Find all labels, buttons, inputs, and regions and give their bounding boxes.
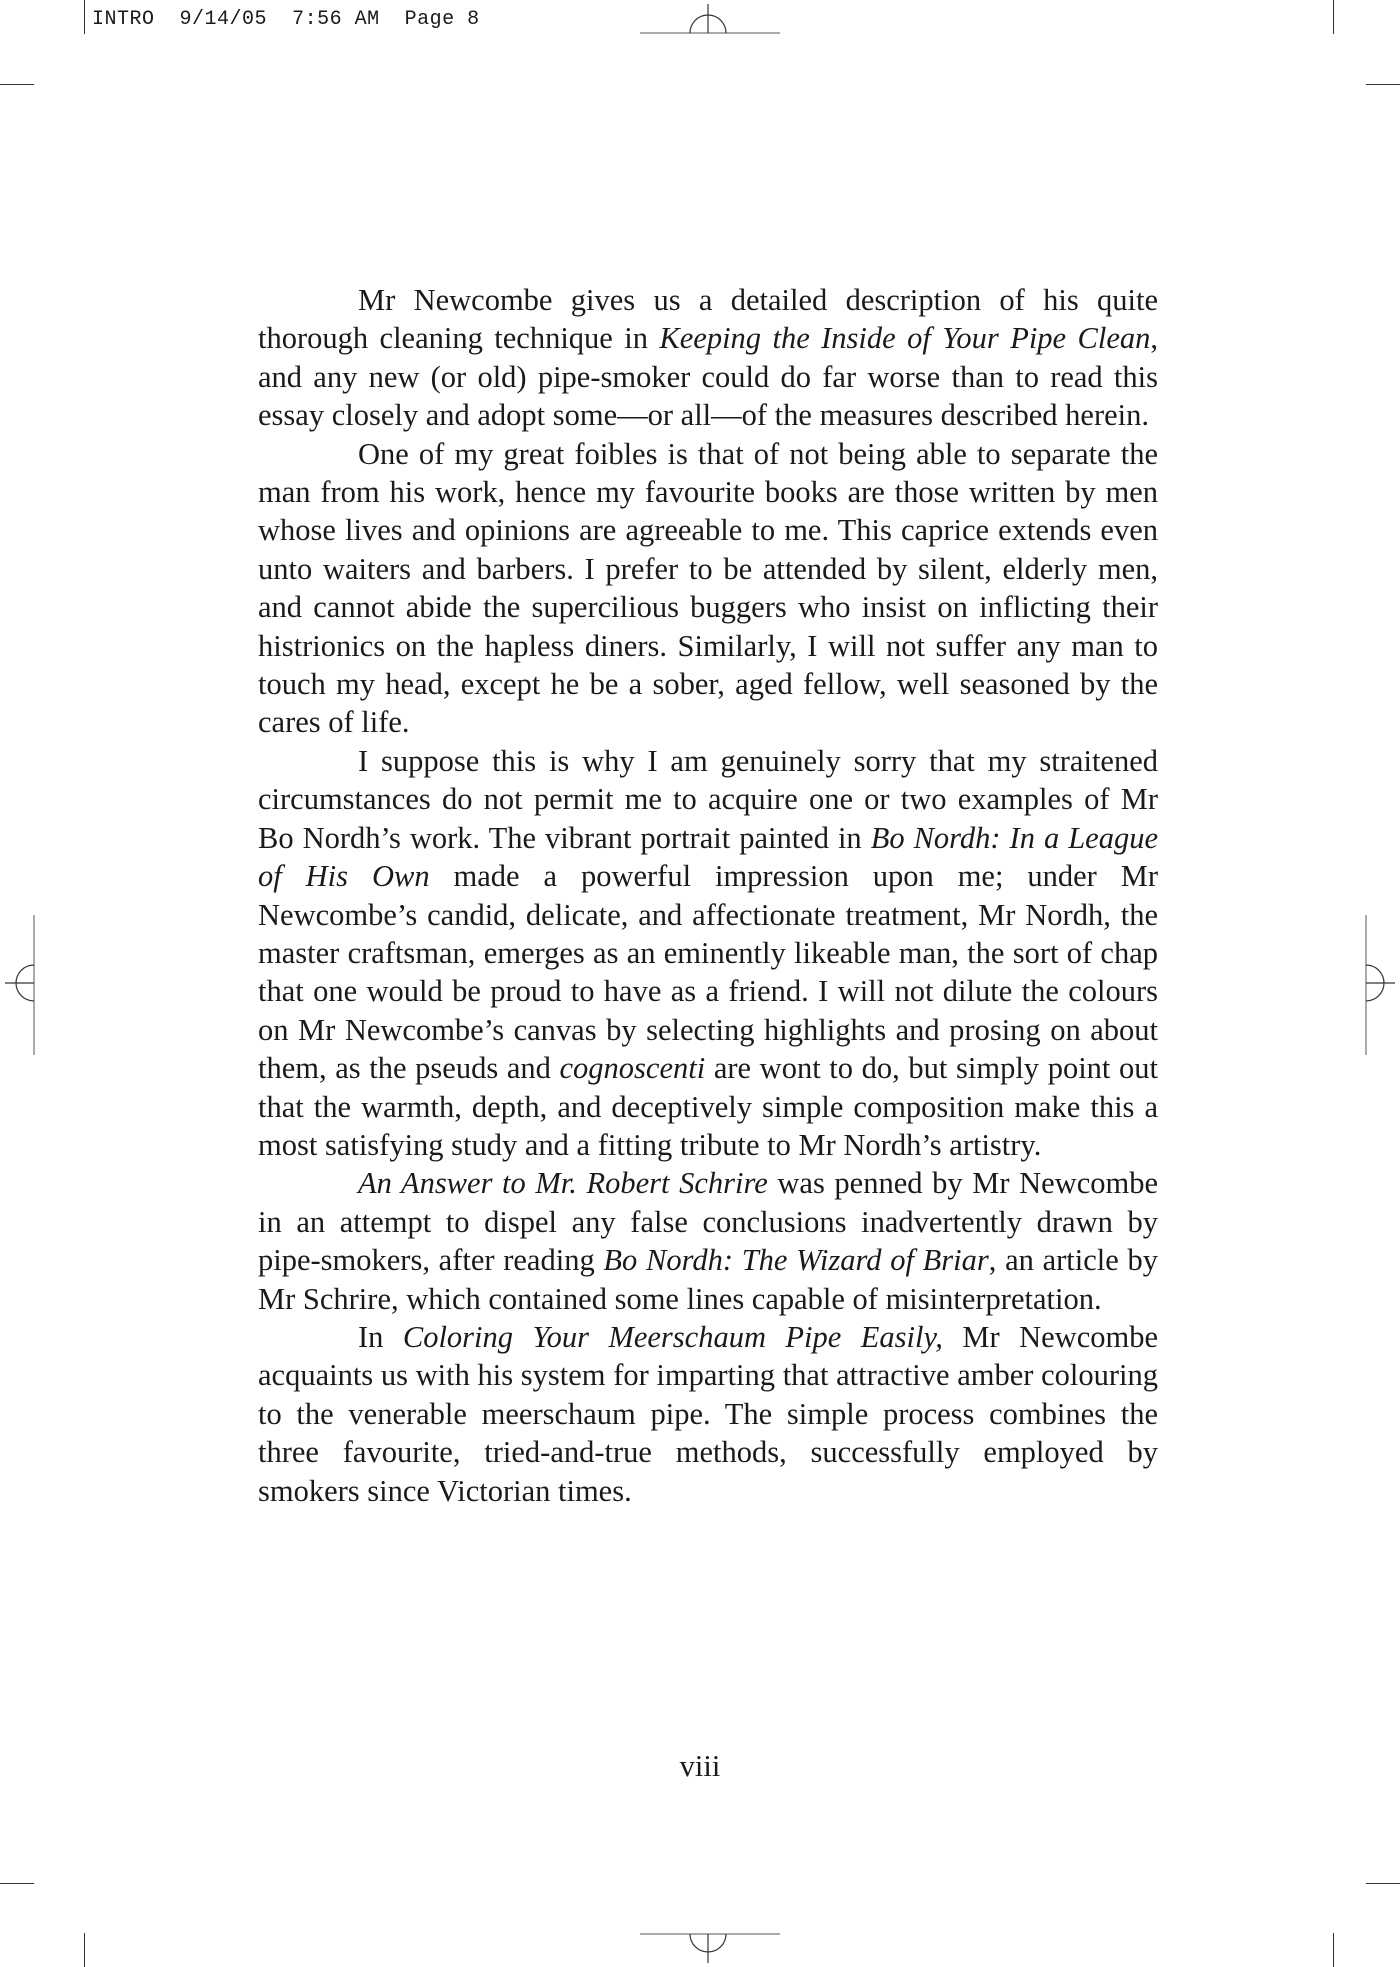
paragraph-3-essay-title: Bo Nordh: In a League of His Own xyxy=(258,820,1158,894)
paragraph-4-essay-title: An Answer to Mr. Robert Schrire xyxy=(358,1166,768,1201)
paragraph-1-text-b: , and any new (or old) pipe-smoker could do far worse than to read this essay closely and adopt some—or all—of the measures described herein. xyxy=(258,321,1158,433)
crop-mark-top-right-horizontal xyxy=(1366,84,1400,85)
paragraph-4-text-b: , an article by Mr Schrire, which contained some lines capable of misinterpretation. xyxy=(258,1243,1158,1316)
crop-mark-bottom-left-horizontal xyxy=(0,1883,34,1884)
registration-mark-left-icon xyxy=(0,915,40,1055)
body-text xyxy=(258,281,1158,1510)
slug-time: 7:56 AM xyxy=(292,8,380,31)
paragraph-5-essay-title: Coloring Your Meerschaum Pipe Easily, xyxy=(402,1319,943,1354)
registration-mark-right-icon xyxy=(1360,915,1400,1055)
paragraph-5-text-b: Mr Newcombe acquaints us with his system for imparting that attractive amber colouring to the venerable meerschaum pipe. The simple process combines the three favourite, tried-and-true methods, successfully employed by smokers since Victorian times. xyxy=(258,1319,1158,1508)
paragraph-3-italic-word: cognoscenti xyxy=(559,1051,706,1086)
paragraph-3-text-b: made a powerful impression upon me; under Mr Newcombe’s candid, delicate, and affectionate treatment, Mr Nordh, the master craftsman, emerges as an eminently likeable man, the sort of chap that one would be proud to have as a friend. I will not dilute the colours on Mr Newcombe’s canvas by selecting highlights and prosing on about them, as the pseuds and xyxy=(258,859,1158,1086)
paragraph-4-article-title: Bo Nordh: The Wizard of Briar xyxy=(603,1243,989,1278)
crop-mark-bottom-right-horizontal xyxy=(1366,1883,1400,1884)
paragraph-3-text-c: are wont to do, but simply point out that the warmth, depth, and deceptively simple composition make this a most satisfying study and a fitting tribute to Mr Nordh’s artistry. xyxy=(258,1051,1158,1162)
paragraph-1-text-a: Mr Newcombe gives us a detailed description of his quite thorough cleaning technique in xyxy=(258,283,1158,356)
registration-mark-top-icon xyxy=(640,0,780,40)
slug-file: INTRO xyxy=(92,8,155,31)
crop-mark-bottom-right-vertical xyxy=(1333,1933,1334,1967)
paragraph-4 xyxy=(258,1164,1158,1318)
crop-mark-top-right-vertical xyxy=(1333,0,1334,34)
paragraph-3 xyxy=(258,742,1158,1164)
paragraph-4-text-a: was penned by Mr Newcombe in an attempt to dispel any false conclusions inadvertently drawn by pipe-smokers, after reading xyxy=(258,1166,1158,1278)
page-number: viii xyxy=(679,1749,721,1783)
slug-date: 9/14/05 xyxy=(179,8,268,31)
crop-mark-top-left-horizontal xyxy=(0,84,34,85)
crop-mark-bottom-left-vertical xyxy=(84,1933,85,1967)
crop-mark-top-left-vertical xyxy=(84,0,85,34)
printer-slug xyxy=(92,8,480,31)
paragraph-2-text: One of my great foibles is that of not being able to separate the man from his work, hence my favourite books are those written by men whose lives and opinions are agreeable to me. This caprice extends even unto waiters and barbers. I prefer to be attended by silent, elderly men, and cannot abide the supercilious buggers who insist on inflicting their histrionics on the hapless diners. Similarly, I will not suffer any man to touch my head, except he be a sober, aged fellow, well seasoned by the cares of life. xyxy=(258,436,1158,740)
paragraph-5-text-a: In xyxy=(358,1319,403,1354)
paragraph-2 xyxy=(258,435,1158,742)
paragraph-5 xyxy=(258,1318,1158,1510)
paragraph-1 xyxy=(258,281,1158,435)
slug-page: Page 8 xyxy=(404,8,480,31)
paragraph-3-text-a: I suppose this is why I am genuinely sorry that my straitened circumstances do not permit me to acquire one or two examples of Mr Bo Nordh’s work. The vibrant portrait painted in xyxy=(258,743,1158,855)
paragraph-1-essay-title: Keeping the Inside of Your Pipe Clean xyxy=(659,321,1151,356)
registration-mark-bottom-icon xyxy=(640,1927,780,1967)
